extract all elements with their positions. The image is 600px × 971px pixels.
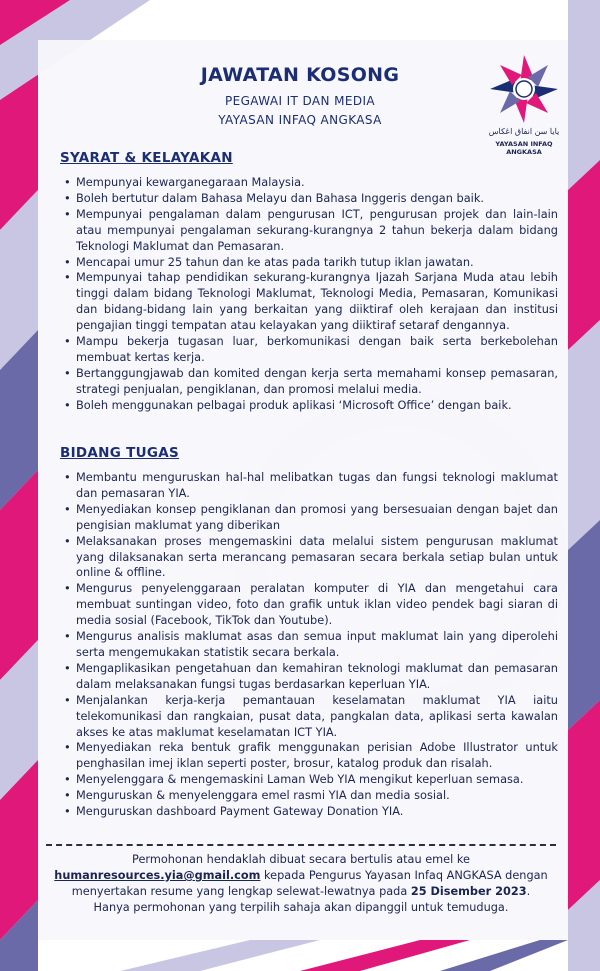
footer-line-3: [46, 884, 556, 900]
list-item: • Boleh bertutur dalam Bahasa Melayu dan Bahasa Inggeris dengan baik.: [62, 191, 558, 207]
footer-line-3-end: .: [526, 885, 531, 898]
bidang-heading: BIDANG TUGAS: [60, 445, 180, 461]
list-item: • Mampu bekerja tugasan luar, berkomunikasi dengan baik serta berkebolehan membuat kertas kerja.: [62, 334, 558, 366]
organization-name: YAYASAN INFAQ ANGKASA: [218, 113, 382, 127]
list-item: • Membantu menguruskan hal-hal melibatkan tugas dan fungsi teknologi maklumat dan pemasaran YIA.: [62, 470, 558, 502]
footer-line-3-text: menyertakan resume yang lengkap selewat-lewatnya pada: [71, 885, 411, 898]
list-item: • Mempunyai pengalaman dalam pengurusan ICT, pengurusan projek dan lain-lain atau mempunyai pengalaman sekurang-kurangnya 2 tahun bekerja dalam bidang Teknologi Maklumat dan Pemasaran.: [62, 207, 558, 255]
list-item: • Boleh menggunakan pelbagai produk aplikasi ‘Microsoft Office’ dengan baik.: [62, 398, 558, 414]
list-item: • Mengurus analisis maklumat asas dan semua input maklumat lain yang diperolehi serta mengemukakan statistik secara berkala.: [62, 629, 558, 661]
list-item: • Mencapai umur 25 tahun dan ke atas pada tarikh tutup iklan jawatan.: [62, 255, 558, 271]
list-item: • Menguruskan & menyelenggara emel rasmi YIA dan media sosial.: [62, 788, 558, 804]
application-note: [46, 852, 556, 916]
bidang-list: [62, 470, 558, 820]
footer-line-1: Permohonan hendaklah dibuat secara bertulis atau emel ke: [132, 853, 470, 866]
page-title: JAWATAN KOSONG: [200, 64, 400, 86]
list-item: • Mengaplikasikan pengetahuan dan kemahiran teknologi maklumat dan pemasaran dalam melaksanakan fungsi tugas berdasarkan keperluan YIA.: [62, 661, 558, 693]
list-item: • Menjalankan kerja-kerja pemantauan keselamatan maklumat YIA iaitu telekomunikasi dan rangkaian, pusat data, pangkalan data, aplikasi serta kawalan akses ke atas maklumat keselamatan ICT YIA.: [62, 693, 558, 741]
list-item: • Melaksanakan proses mengemaskini data melalui sistem pengurusan maklumat yang dilaksanakan serta merancang pemasaran secara berkala setiap bulan untuk online & offline.: [62, 534, 558, 582]
syarat-list: [62, 175, 558, 414]
footer-line-2-text: kepada Pengurus Yayasan Infaq ANGKASA dengan: [260, 869, 548, 882]
list-item: • Bertanggungjawab dan komited dengan kerja serta memahami konsep pemasaran, strategi penjualan, pengiklanan, dan promosi melalui media.: [62, 366, 558, 398]
list-item: • Menguruskan dashboard Payment Gateway Donation YIA.: [62, 804, 558, 820]
logo-caption: YAYASAN INFAQ ANGKASA: [495, 140, 553, 156]
email-link[interactable]: humanresources.yia@gmail.com: [54, 869, 261, 882]
syarat-heading: SYARAT & KELAYAKAN: [60, 150, 233, 166]
list-item: • Mengurus penyelenggaraan peralatan komputer di YIA dan mengetahui cara membuat suntingan video, foto dan grafik untuk iklan video pendek bagi siaran di media sosial (Facebook, TikTok dan Youtube).: [62, 581, 558, 629]
list-item: • Menyediakan reka bentuk grafik menggunakan perisian Adobe Illustrator untuk penghasilan imej iklan seperti poster, brosur, katalog produk dan risalah.: [62, 740, 558, 772]
footer-line-2: [46, 868, 556, 884]
yia-logo-icon: [478, 52, 570, 126]
dashed-divider: [46, 844, 556, 846]
list-item: • Mempunyai kewarganegaraan Malaysia.: [62, 175, 558, 191]
footer-line-4: Hanya permohonan yang terpilih sahaja akan dipanggil untuk temuduga.: [93, 901, 509, 914]
list-item: • Menyelenggara & mengemaskini Laman Web YIA mengikut keperluan semasa.: [62, 772, 558, 788]
position-title: PEGAWAI IT DAN MEDIA: [224, 94, 376, 108]
list-item: • Menyediakan konsep pengiklanan dan promosi yang bersesuaian dengan bajet dan pengisian maklumat yang diberikan: [62, 502, 558, 534]
logo-arabic-text: يايا سن انفاق اڠكاس: [488, 127, 560, 136]
deadline-date: 25 Disember 2023: [410, 885, 527, 898]
yia-logo: [478, 52, 570, 156]
list-item: • Mempunyai tahap pendidikan sekurang-kurangnya Ijazah Sarjana Muda atau lebih tinggi dalam bidang Teknologi Maklumat, Teknologi Media, Pemasaran, Komunikasi dan bidang-bidang lain yang berkaitan yang diiktiraf oleh kerajaan dan institusi pengajian tinggi tempatan atau kelayakan yang diiktiraf setaraf dengannya.: [62, 270, 558, 334]
